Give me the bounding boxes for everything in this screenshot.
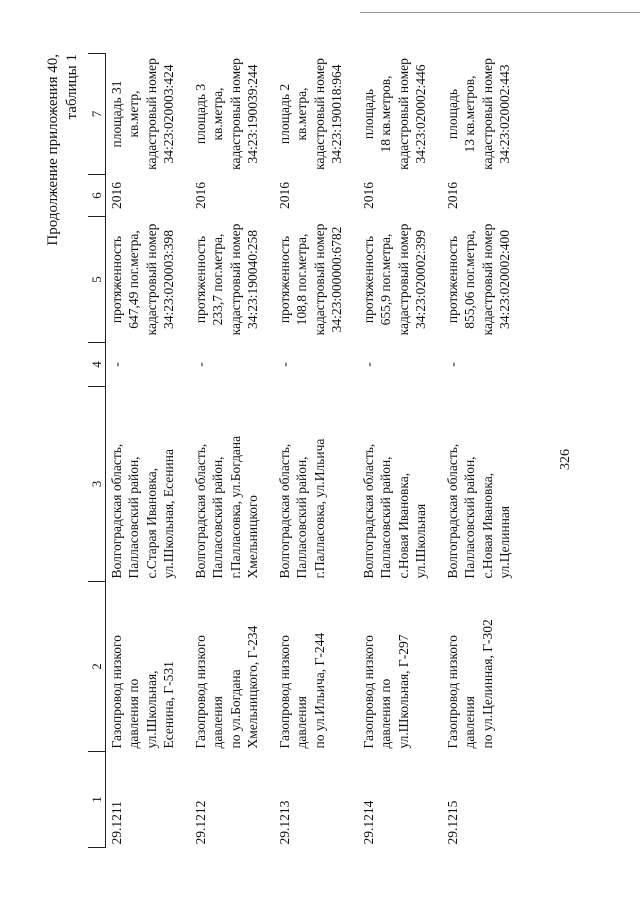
object-address: Волгоградская область, Палласовский район, с.Старая Ивановка, ул.Школьная, Есенина	[109, 443, 177, 579]
object-year: 2016	[361, 182, 376, 209]
object-characteristics: протяженность 233,7 пог.метра, кадастровый номер 34:23:190040:258	[193, 223, 261, 336]
caption-line-1: Продолжение приложения 40,	[45, 54, 61, 246]
top-rule	[360, 12, 640, 13]
object-name: Газопровод низкого давления по ул.Школьная, Есенина, Г-531	[109, 635, 177, 749]
column-4-value: -	[361, 362, 376, 367]
column-header-1: 1	[88, 752, 106, 848]
object-characteristics: протяженность 855,06 пог.метра, кадастровый номер 34:23:020002:400	[445, 223, 513, 336]
land-plot-note: площадь 13 кв.метров, кадастровый номер 34:23:020002:443	[445, 58, 513, 170]
land-plot-note: площадь 31 кв.метр, кадастровый номер 34:23:020003:424	[109, 58, 177, 170]
object-year: 2016	[109, 182, 124, 209]
table-row	[442, 54, 526, 848]
column-header-2: 2	[88, 582, 106, 752]
rotated-page	[44, 48, 600, 848]
header-row	[88, 54, 106, 848]
column-header-4: 4	[88, 343, 106, 387]
land-plot-note: площадь 3 кв.метра, кадастровый номер 34:23:190039:244	[193, 58, 261, 170]
object-characteristics: протяженность 108,8 пог.метра, кадастровый номер 34:23:000000:6782	[277, 223, 345, 336]
row-number: 29.1215	[445, 800, 460, 845]
column-header-5: 5	[88, 217, 106, 343]
object-name: Газопровод низкого давления по ул.Ильича, Г-244	[277, 632, 327, 749]
column-4-value: -	[109, 362, 124, 367]
row-number: 29.1212	[193, 800, 208, 845]
row-number: 29.1211	[109, 801, 124, 845]
object-address: Волгоградская область, Палласовский район, с.Новая Ивановка, ул.Школьная	[361, 443, 429, 579]
table-caption	[44, 54, 82, 246]
object-name: Газопровод низкого давления по ул.Целинная, Г-302	[445, 619, 495, 749]
table-row	[358, 54, 442, 848]
land-plot-note: площадь 2 кв.метра, кадастровый номер 34:23:190018:964	[277, 58, 345, 170]
object-year: 2016	[193, 182, 208, 209]
register-table	[88, 53, 526, 848]
column-4-value: -	[445, 362, 460, 367]
object-year: 2016	[277, 182, 292, 209]
column-header-3: 3	[88, 387, 106, 582]
object-address: Волгоградская область, Палласовский район, с.Новая Ивановка, ул.Целинная	[445, 443, 513, 579]
page-number: 326	[558, 449, 573, 470]
table-row	[274, 54, 358, 848]
column-header-6: 6	[88, 175, 106, 217]
table-row	[190, 54, 274, 848]
object-characteristics: протяженность 655,9 пог.метра, кадастровый номер 34:23:020002:399	[361, 223, 429, 336]
column-header-7: 7	[88, 54, 106, 175]
object-address: Волгоградская область, Палласовский район, г.Палласовка, ул.Богдана Хмельницкого	[193, 435, 261, 579]
row-number: 29.1213	[277, 800, 292, 845]
object-name: Газопровод низкого давления по ул.Богдана Хмельницкого, Г-234	[193, 625, 261, 749]
object-name: Газопровод низкого давления по ул.Школьная, Г-297	[361, 634, 411, 749]
object-year: 2016	[445, 182, 460, 209]
column-4-value: -	[193, 362, 208, 367]
object-characteristics: протяженность 647,49 пог.метра, кадастровый номер 34:23:020003:398	[109, 223, 177, 336]
column-4-value: -	[277, 362, 292, 367]
row-number: 29.1214	[361, 800, 376, 845]
object-address: Волгоградская область, Палласовский район, г.Палласовка, ул.Ильича	[277, 438, 327, 579]
land-plot-note: площадь 18 кв.метров, кадастровый номер 34:23:020002:446	[361, 58, 429, 170]
table-row	[106, 54, 191, 848]
caption-line-2: таблицы 1	[64, 54, 80, 120]
